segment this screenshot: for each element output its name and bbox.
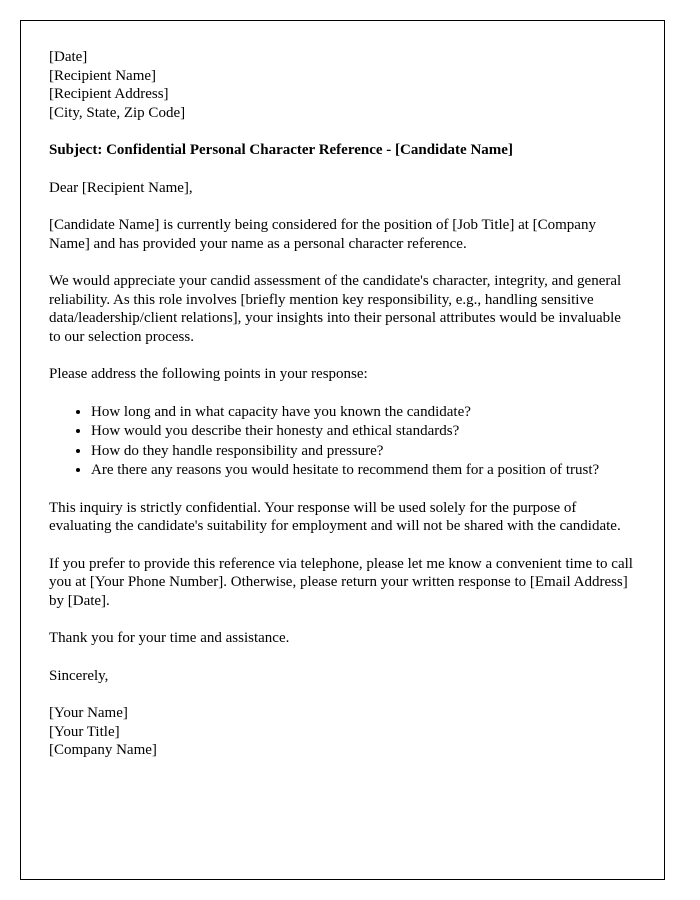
recipient-block [49,67,636,123]
date-line: [Date] [49,49,88,65]
signature-block [49,704,636,760]
paragraph-confidential: This inquiry is strictly confidential. Your response will be used solely for the purpose of evaluating the candidate's suitability for employment and will not be shared with the candidate. [49,499,621,534]
salutation: Dear [Recipient Name], [49,179,193,196]
list-item: • How long and in what capacity have you known the candidate? [91,403,636,422]
signature-name: [Your Name] [49,705,128,721]
paragraph-thanks: Thank you for your time and assistance. [49,630,290,646]
recipient-name: [Recipient Name] [49,67,157,84]
recipient-address: [Recipient Address] [49,86,169,102]
paragraph-contact: If you prefer to provide this reference via telephone, please let me know a convenient time to call you at [Your Phone Number]. Otherwise, please return your written response to [Email Address] by [Date]. [49,555,633,609]
reference-points-list [49,403,636,480]
letter-page [20,20,665,880]
paragraph-points-intro: Please address the following points in your response: [49,366,368,382]
paragraph-intro: [Candidate Name] is currently being considered for the position of [Job Title] at [Company Name] and has provided your name as a personal character reference. [49,217,596,252]
signature-title: [Your Title] [49,723,120,740]
paragraph-assessment: We would appreciate your candid assessment of the candidate's character, integrity, and general reliability. As this role involves [briefly mention key responsibility, e.g., handling sensitive data/leadership/client relations], your insights into their personal attributes would be invaluable to our selection process. [49,273,622,345]
signature-company: [Company Name] [49,742,157,758]
list-item: • How do they handle responsibility and pressure? [91,442,636,461]
closing: Sincerely, [49,667,109,684]
recipient-city-state-zip: [City, State, Zip Code] [49,104,186,121]
list-item: • Are there any reasons you would hesitate to recommend them for a position of trust? [91,461,636,480]
list-item: • How would you describe their honesty and ethical standards? [91,422,636,441]
subject-line: Subject: Confidential Personal Character Reference - [Candidate Name] [49,142,513,158]
